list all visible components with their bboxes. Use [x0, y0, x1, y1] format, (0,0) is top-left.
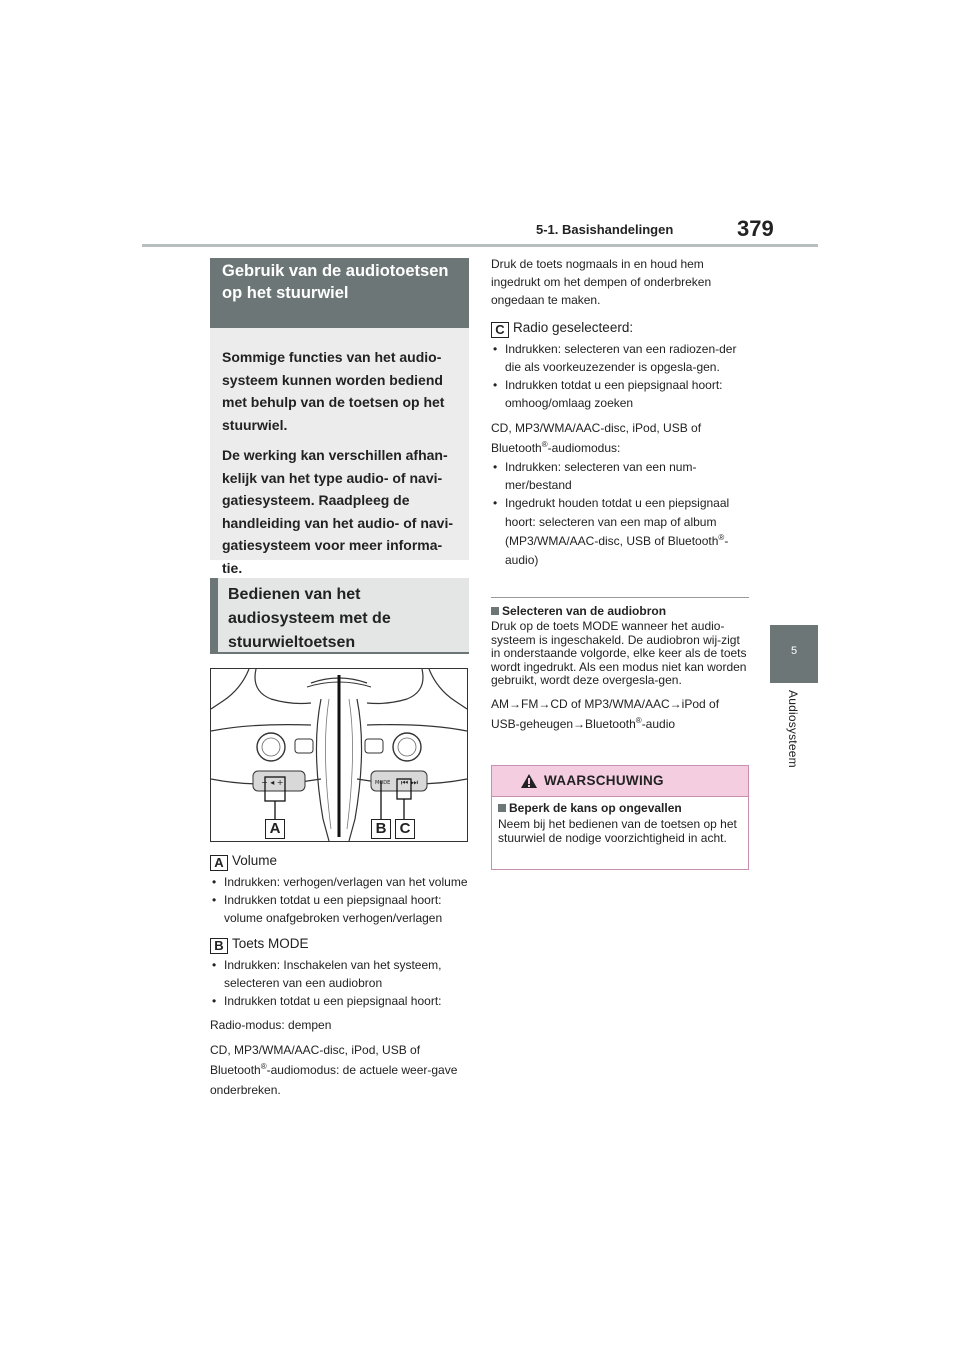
box1-paragraph: Sommige functies van het audio-systeem kunnen worden bediend met behulp van de toetsen op het stuurwiel.: [222, 349, 445, 433]
registered-mark: ®: [260, 1062, 267, 1071]
box2-title: Bedienen van het audiosysteem met de stuurwieltoetsen: [210, 578, 469, 654]
warning-box: [491, 765, 749, 870]
item-a-badge: A: [210, 855, 228, 871]
item-b-cd-post: -audiomodus: de actuele weer-gave onderbreken.: [210, 1063, 458, 1097]
left-column-items: [210, 852, 472, 1100]
figure-label-b: B: [371, 819, 391, 839]
svg-text:MODE: MODE: [375, 780, 391, 786]
svg-text:⏮ ⏭: ⏮ ⏭: [401, 778, 418, 787]
item-a-bullet: • Indrukken: verhogen/verlagen van het volume: [210, 873, 472, 891]
section-divider: [491, 597, 749, 598]
item-b-title: Toets MODE: [232, 936, 309, 951]
selection-sequence: [491, 694, 749, 734]
registered-mark: ®: [541, 440, 548, 449]
item-b-cd-pre: CD, MP3/WMA/AAC-disc, iPod, USB of Bluetooth: [210, 1043, 421, 1077]
item-c-mode-pre: CD, MP3/WMA/AAC-disc, iPod, USB of Bluetooth: [491, 421, 702, 455]
registered-mark: ®: [718, 533, 725, 542]
item-b-cd-line: [210, 1040, 472, 1100]
item-c-title: Radio geselecteerd:: [513, 320, 634, 335]
item-b-bullet: • Indrukken totdat u een piepsignaal hoort:: [210, 992, 472, 1010]
item-c-bullet: • Indrukken totdat u een piepsignaal hoort: omhoog/omlaag zoeken: [491, 376, 753, 412]
selection-heading: Selecteren van de audiobron: [502, 604, 667, 618]
warning-header: [492, 766, 748, 797]
item-c-mode-line: [491, 418, 753, 458]
selection-sequence-post: -audio: [641, 716, 676, 731]
chapter-tab: [770, 625, 818, 683]
steering-wheel-figure: [210, 668, 468, 842]
selection-sequence-pre: AM→FM→CD of MP3/WMA/AAC→iPod of USB-geheugen→Bluetooth: [491, 696, 720, 731]
item-c-mode-post: -audiomodus:: [547, 441, 621, 455]
figure-label-a: A: [265, 819, 285, 839]
item-c-badge: C: [491, 322, 509, 338]
item-b-badge: B: [210, 938, 228, 954]
warning-heading: Beperk de kans op ongevallen: [509, 801, 682, 815]
page-number: 379: [737, 216, 774, 241]
figure-label-c: C: [395, 819, 415, 839]
item-b-bullet: • Indrukken: Inschakelen van het systeem, selecteren van een audiobron: [210, 956, 472, 992]
item-a-bullet: • Indrukken totdat u een piepsignaal hoort: volume onafgebroken verhogen/verlagen: [210, 891, 472, 927]
selection-section: [491, 604, 749, 734]
header-rule: [142, 244, 818, 247]
item-b-continuation: Druk de toets nogmaals in en houd hem ingedrukt om het dempen of onderbreken ongedaan te maken.: [491, 257, 712, 307]
warning-triangle-icon: [520, 773, 538, 789]
square-bullet-icon: [491, 607, 499, 615]
item-c-bullet-last: [491, 494, 753, 570]
item-c-last-pre: Ingedrukt houden totdat u een piepsignaal hoort: selecteren van een map of album (MP3/WMA/AAC-disc, USB of Bluetooth: [505, 496, 730, 548]
box1-title: Gebruik van de audiotoetsen op het stuurwiel: [210, 258, 469, 328]
warning-text: Neem bij het bedienen van de toetsen op het stuurwiel de nodige voorzichtigheid in acht.: [498, 817, 737, 845]
warning-body: [498, 801, 742, 845]
warning-title: WAARSCHUWING: [544, 773, 664, 788]
chapter-number: 5: [790, 645, 798, 657]
right-column-items: [491, 255, 753, 570]
item-c-last-post: -audio): [505, 534, 729, 567]
registered-mark: ®: [635, 715, 642, 725]
selection-paragraph: Druk op de toets MODE wanneer het audio-systeem is ingeschakeld. De audiobron wij-zigt in onderstaande volgorde, elke keer als de toets wordt ingedrukt. Als een modus niet kan worden gebruikt, wordt deze overgesla-gen.: [491, 619, 747, 687]
item-c-bullet: • Indrukken: selecteren van een radiozen-der die als voorkeuzezender is opgesla-gen.: [491, 340, 753, 376]
box1-paragraph: De werking kan verschillen afhan-kelijk van het type audio- of navi-gatiesysteem. Raadpleeg de handleiding van het audio- of navi-gatiesysteem voor meer informa-tie.: [222, 447, 454, 576]
item-a-title: Volume: [232, 853, 278, 868]
square-bullet-icon: [498, 804, 506, 812]
svg-text:− ◂ +: − ◂ +: [261, 778, 284, 787]
chapter-label: Audiosysteem: [786, 690, 800, 768]
section-title: 5-1. Basishandelingen: [536, 222, 674, 237]
box1-body: [210, 328, 469, 576]
steering-wheel-illustration: [211, 669, 467, 841]
item-b-radio-line: Radio-modus: dempen: [210, 1018, 332, 1032]
item-c-bullet: • Indrukken: selecteren van een num-mer/bestand: [491, 458, 753, 494]
